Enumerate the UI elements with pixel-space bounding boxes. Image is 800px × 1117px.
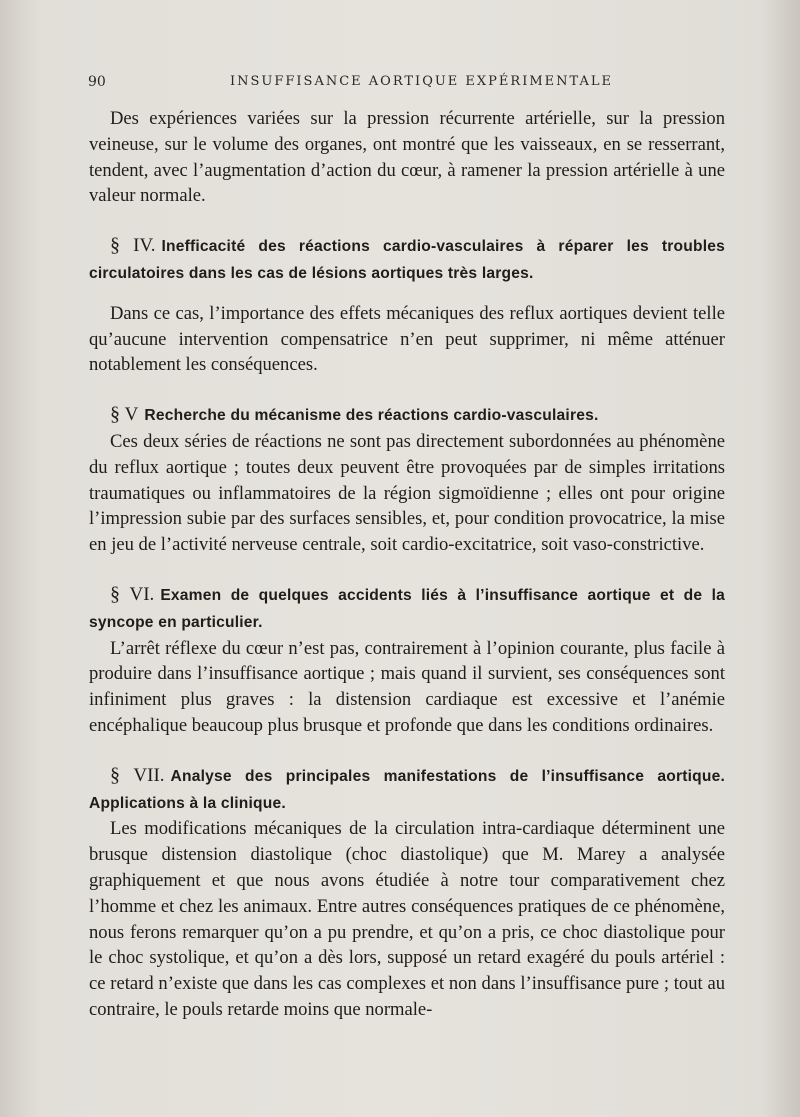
section-mark: § bbox=[110, 582, 120, 605]
section-body-vi: L’arrêt réflexe du cœur n’est pas, contrairement à l’opinion courante, plus facile à produire dans l’insuffisance aortique ; mais quand il survient, ses conséquences sont infiniment plus graves : la distension cardiaque est excessive et l’anémie encéphalique beaucoup plus brusque et profonde que dans les conditions ordinaires. bbox=[89, 637, 725, 736]
spacer bbox=[89, 209, 725, 233]
section-body-vii: Les modifications mécaniques de la circulation intra-cardiaque déterminent une brusque distension diastolique (choc diastolique) que M. Marey a analysée graphiquement et que nous avons étudiée à notre tour comparativement chez l’homme et chez les animaux. Entre autres conséquences pratiques de ce phénomène, nous ferons remarquer qu’on a pu prendre, et qu’on a pris, ce choc diastolique pour le choc systolique, et qu’on a dès lors, supposé un retard exagéré du pouls artériel : ce retard n’existe que dans les cas complexes et non dans l’insuffisance pure ; tout au contraire, le pouls retarde moins que normale- bbox=[89, 818, 725, 1020]
intro-paragraph: Des expériences variées sur la pression récurrente artérielle, sur la pression veineuse, sur le volume des organes, ont montré que les vaisseaux, en se resserrant, tendent, avec l’augmentation d’action du cœur, à ramener la pression artérielle à une valeur normale. bbox=[89, 108, 725, 207]
page-header bbox=[88, 74, 728, 98]
section-title: Examen de quelques accidents liés à l’insuffisance aortique et de la syncope en particulier. bbox=[89, 586, 725, 631]
running-title: INSUFFISANCE AORTIQUE EXPÉRIMENTALE bbox=[230, 74, 613, 89]
section-title: Analyse des principales manifestations de l’insuffisance aortique. Applications à la clinique. bbox=[89, 767, 725, 812]
spacer bbox=[89, 739, 725, 763]
section-number: VII. bbox=[133, 764, 165, 786]
page-number: 90 bbox=[88, 74, 106, 90]
spacer bbox=[89, 558, 725, 582]
page-body bbox=[89, 106, 725, 1023]
section-body-iv: Dans ce cas, l’importance des effets mécaniques des reflux aortiques devient telle qu’aucune intervention compensatrice n’en peut supprimer, ni même atténuer notablement les conséquences. bbox=[89, 302, 725, 376]
section-title: Recherche du mécanisme des réactions cardio-vasculaires. bbox=[144, 407, 599, 425]
section-body-v: Ces deux séries de réactions ne sont pas directement subordonnées au phénomène du reflux aortique ; toutes deux peuvent être provoquées par de simples irritations traumatiques ou inflammatoires de la région sigmoïdienne ; elles ont pour origine l’impression subie par des surfaces sensibles, et, pour condition provocatrice, la mise en jeu de l’activité nerveuse centrale, soit cardio-excitatrice, soit vaso-constrictive. bbox=[89, 430, 725, 556]
spacer bbox=[89, 287, 725, 301]
section-heading-iv bbox=[89, 233, 725, 287]
section-heading-v bbox=[89, 402, 725, 429]
section-mark: § bbox=[110, 403, 120, 426]
spacer bbox=[89, 378, 725, 402]
section-number: V bbox=[124, 404, 139, 426]
section-mark: § bbox=[110, 234, 120, 257]
section-mark: § bbox=[110, 763, 120, 786]
section-number: IV. bbox=[133, 235, 156, 257]
section-heading-vi bbox=[89, 582, 725, 636]
section-title: Inefficacité des réactions cardio-vasculaires à réparer les troubles circulatoires dans les cas de lésions aortiques très larges. bbox=[89, 238, 725, 282]
section-heading-vii bbox=[89, 763, 725, 817]
section-number: VI. bbox=[129, 583, 155, 605]
